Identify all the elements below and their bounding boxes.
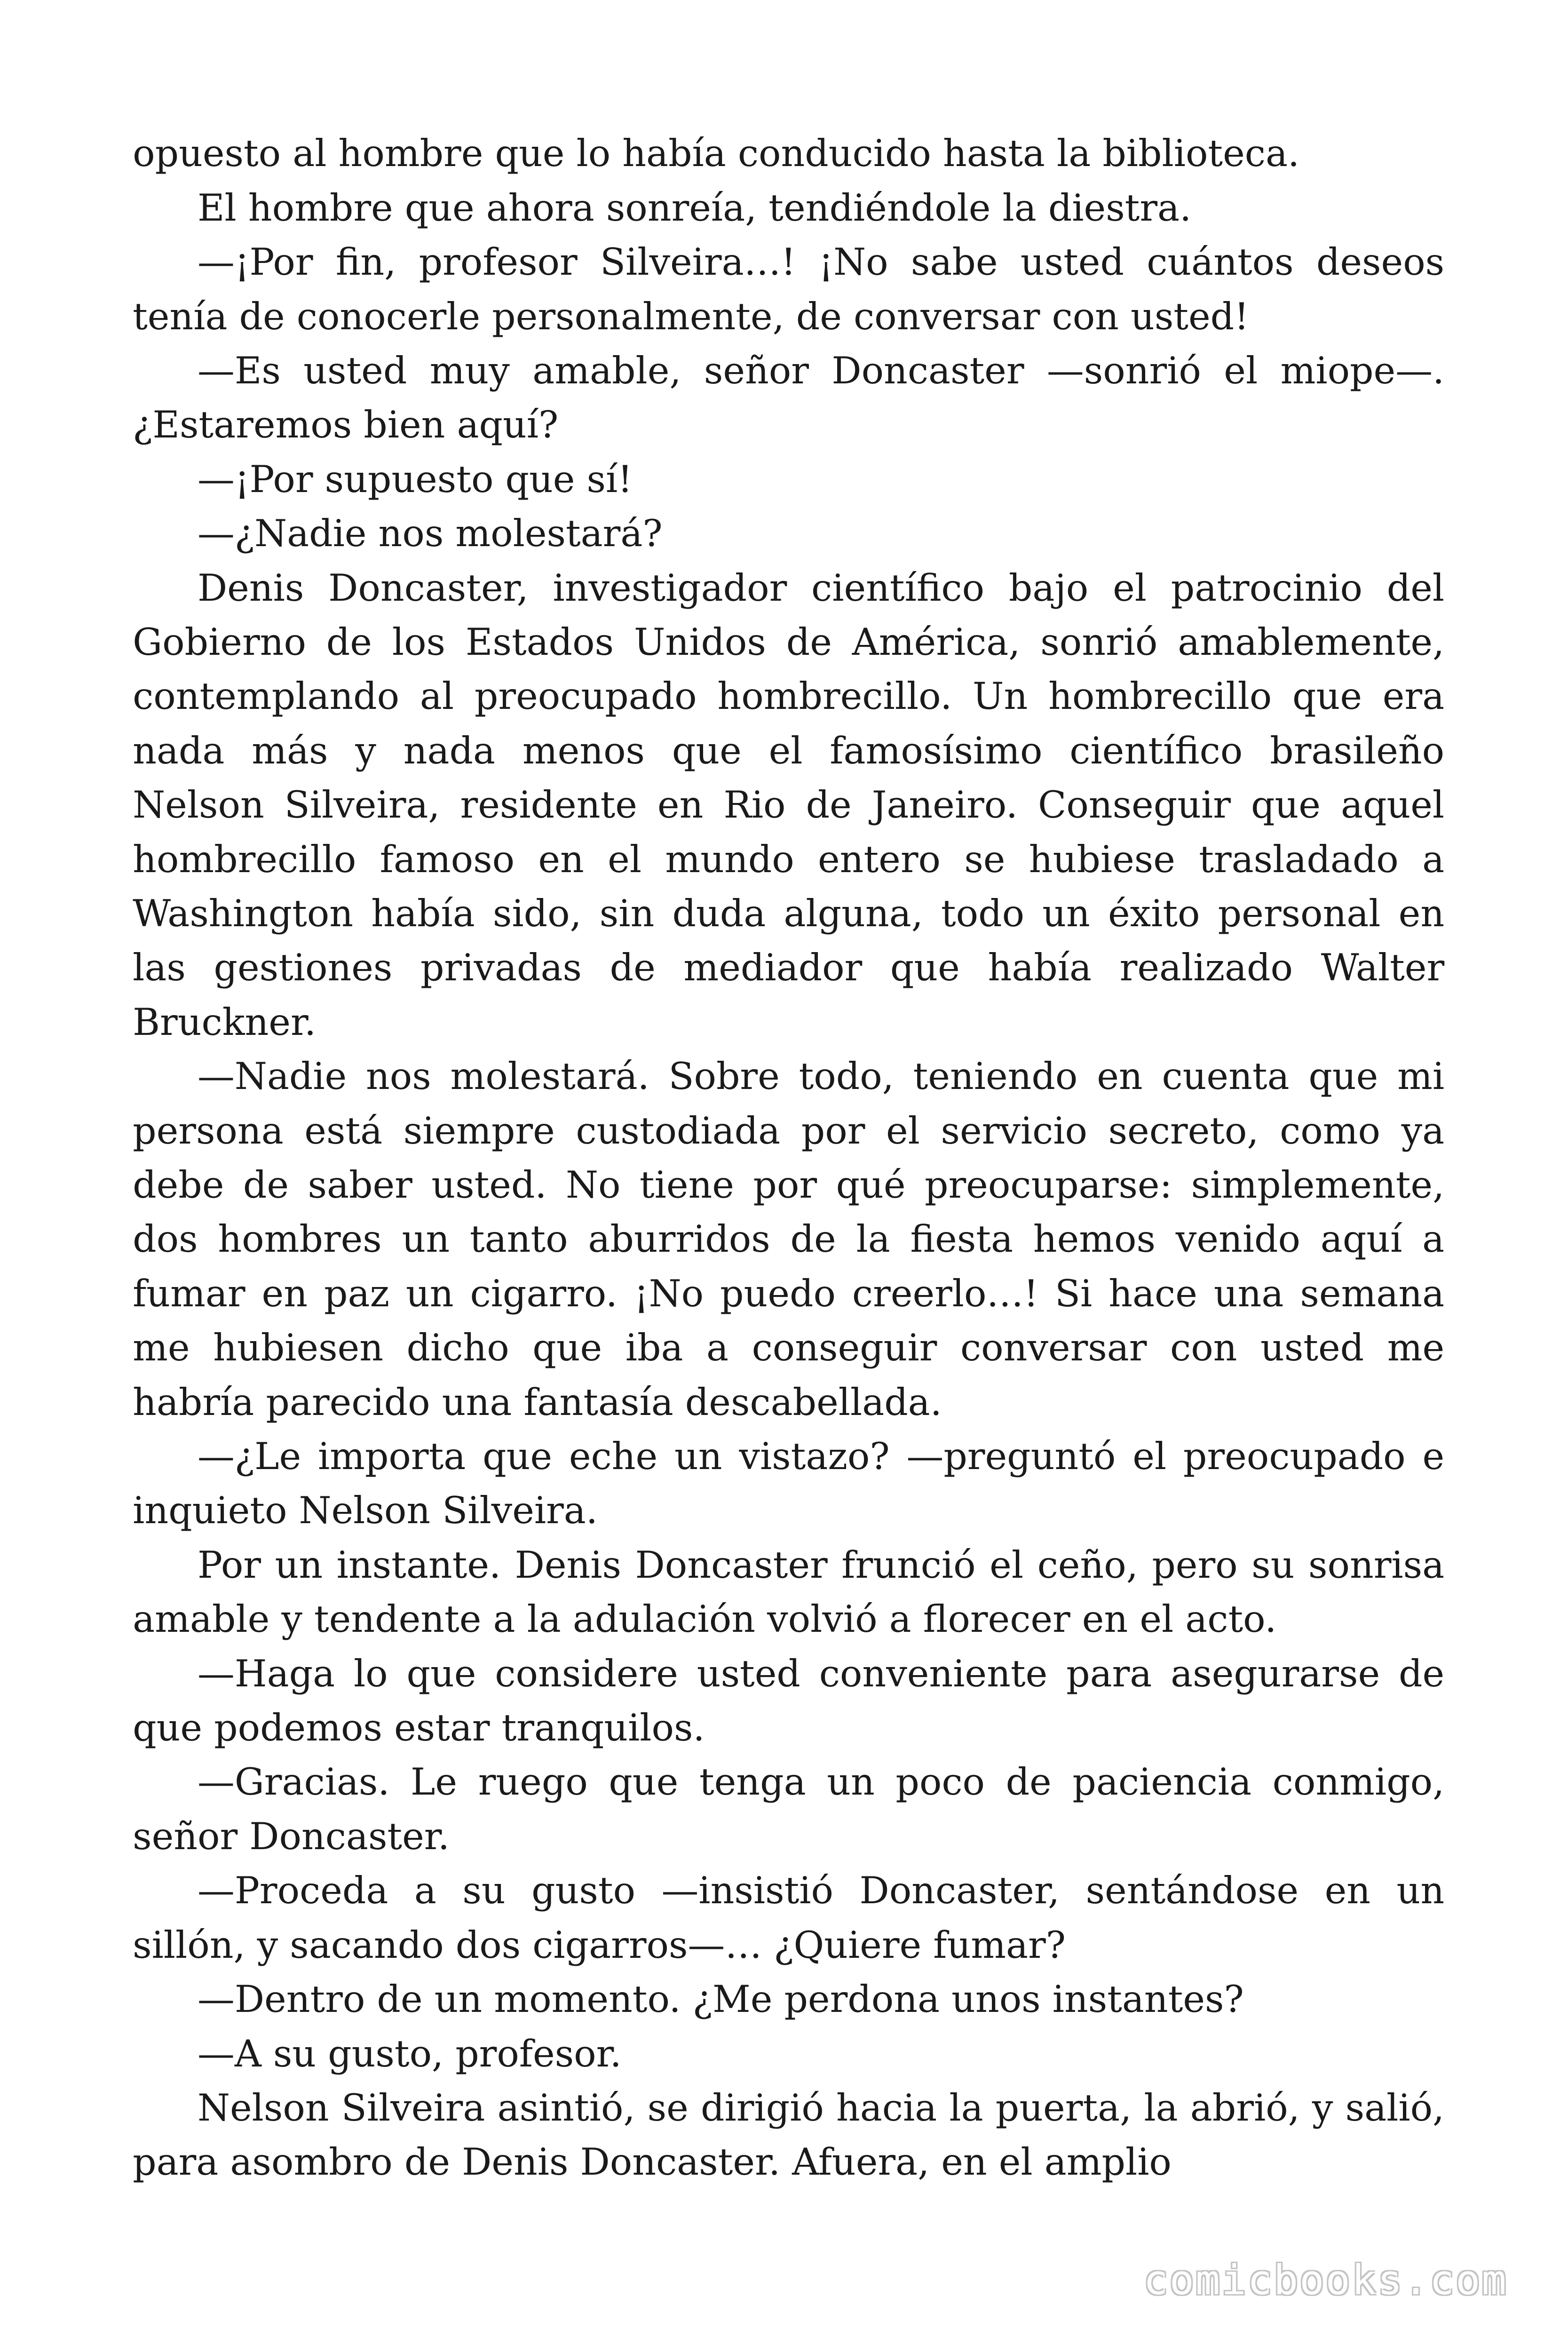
dialogue-line: —A su gusto, profesor. — [197, 2032, 622, 2075]
dialogue-line: —Haga lo que considere usted conveniente para asegurarse de que podemos estar tranquilos. — [133, 1652, 1445, 1750]
dialogue-line: —Es usted muy amable, señor Doncaster —sonrió el miope—. ¿Estaremos bien aquí? — [133, 349, 1445, 447]
dialogue-line: —¡Por fin, profesor Silveira…! ¡No sabe usted cuántos deseos tenía de conocerle personalmente, de conversar con usted! — [133, 240, 1445, 338]
dialogue-line: —Nadie nos molestará. Sobre todo, teniendo en cuenta que mi persona está siempre custodiada por el servicio secreto, como ya debe de saber usted. No tiene por qué preocuparse: simplemente, dos hombres un tanto aburridos de la fiesta hemos venido aquí a fumar en paz un cigarro. ¡No puedo creerlo…! Si hace una semana me hubiesen dicho que iba a conseguir conversar con usted me habría parecido una fantasía descabellada. — [133, 1055, 1445, 1424]
dialogue-line: —¿Nadie nos molestará? — [197, 512, 663, 556]
paragraph: Por un instante. Denis Doncaster frunció el ceño, pero su sonrisa amable y tendente a la adulación volvió a florecer en el acto. — [133, 1543, 1445, 1641]
site-watermark: comicbooks.com — [1143, 2257, 1508, 2304]
body-text — [133, 127, 1444, 2189]
dialogue-line: —Proceda a su gusto —insistió Doncaster, sentándose en un sillón, y sacando dos cigarros—… ¿Quiere fumar? — [133, 1869, 1445, 1967]
paragraph: El hombre que ahora sonreía, tendiéndole la diestra. — [197, 186, 1192, 230]
dialogue-line: —¡Por supuesto que sí! — [197, 457, 633, 501]
dialogue-line: —Dentro de un momento. ¿Me perdona unos instantes? — [197, 1978, 1244, 2021]
paragraph: Nelson Silveira asintió, se dirigió hacia la puerta, la abrió, y salió, para asombro de Denis Doncaster. Afuera, en el amplio — [133, 2086, 1445, 2184]
paragraph-continuation: opuesto al hombre que lo había conducido hasta la biblioteca. — [133, 132, 1300, 175]
dialogue-line: —Gracias. Le ruego que tenga un poco de paciencia conmigo, señor Doncaster. — [133, 1760, 1445, 1858]
paragraph: Denis Doncaster, investigador científico bajo el patrocinio del Gobierno de los Estados Unidos de América, sonrió amablemente, contemplando al preocupado hombrecillo. Un hombrecillo que era nada más y nada menos que el famosísimo científico brasileño Nelson Silveira, residente en Rio de Janeiro. Conseguir que aquel hombrecillo famoso en el mundo entero se hubiese trasladado a Washington había sido, sin duda alguna, todo un éxito personal en las gestiones privadas de mediador que había realizado Walter Bruckner. — [133, 566, 1445, 1044]
dialogue-line: —¿Le importa que eche un vistazo? —preguntó el preocupado e inquieto Nelson Silveira. — [133, 1435, 1445, 1533]
